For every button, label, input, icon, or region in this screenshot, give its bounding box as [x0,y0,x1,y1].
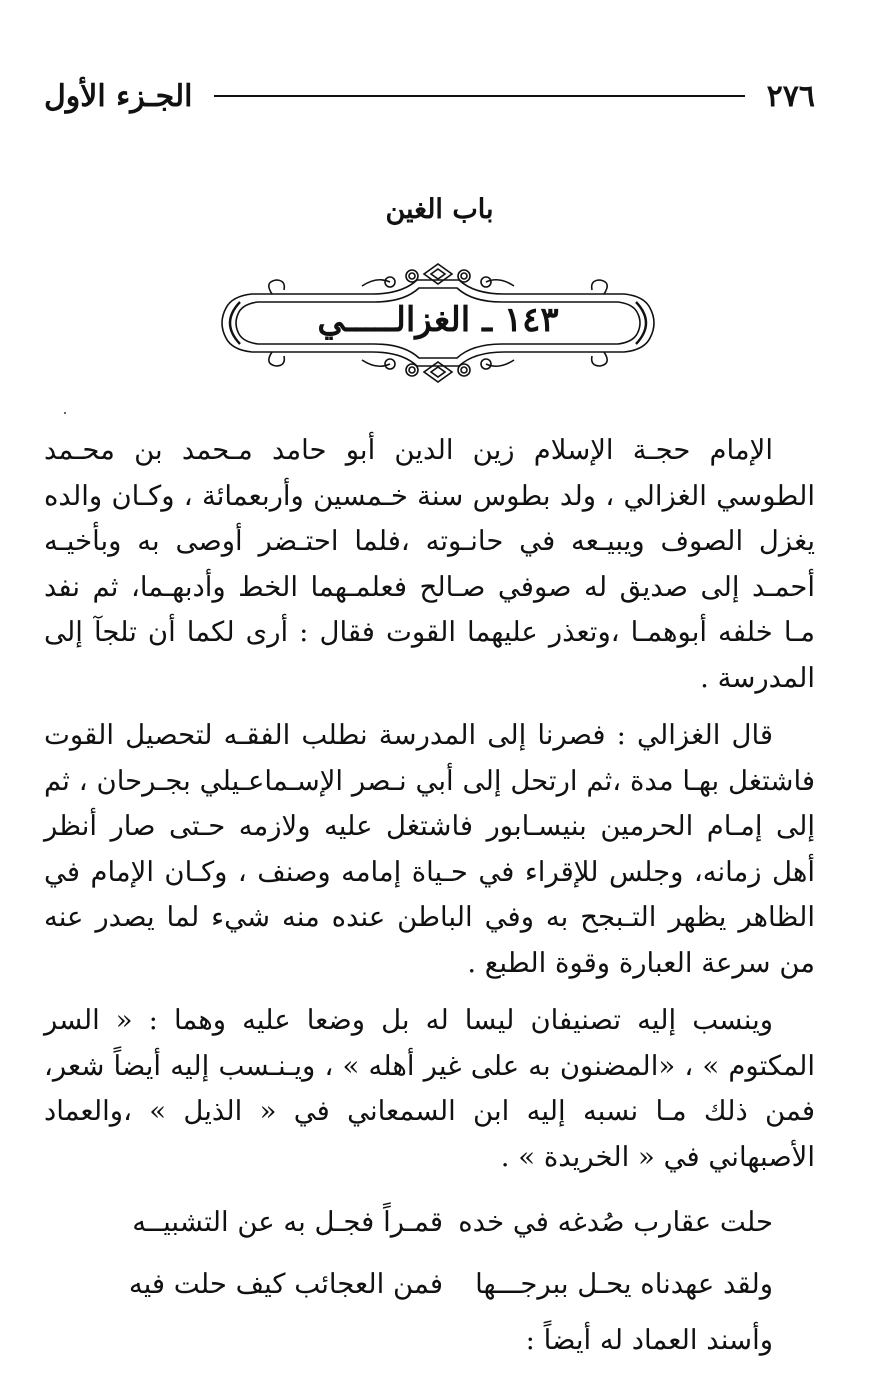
ornamental-title-frame [212,262,664,384]
verse-1-second-hemistich: قمـراً فجـل به عن التشبيــه [132,1206,443,1239]
header-rule [214,95,744,97]
paragraph-3: وينسب إليه تصنيفان ليسا له بل وضعا عليه وهما : « السر المكتوم » ، «المضنون به على غير أهله » ، ويـنـسب إليه أيضاً شعر، فمن ذلك مـا نسبه إليه ابن السمعاني في « الذيل » ،والعماد الأصبهاني في « الخريدة » . [44,1004,815,1173]
verse-2-second-hemistich: فمن العجائب كيف حلت فيه [128,1268,443,1301]
paragraph-1: الإمام حجـة الإسلام زين الدين أبو حامد مـحمد بن محـمد الطوسي الغزالي ، ولد بطوس سنة خـمسين وأربعمائة ، وكـان والده يغزل الصوف ويبيـعه في حانـوته ،فلما احتـضر أوصى به وبأخيـه أحمـد إلى صديق له صوفي صـالح فعلمـهما الخط وأدبهـما، ثم نفد مـا خلفه أبوهمـا ،وتعذر عليهما القوت فقال : أرى لكما أن تلجآ إلى المدرسة . [44,434,815,694]
closing-line: وأسند العماد له أيضاً : [525,1324,773,1356]
verse-1 [44,1192,815,1254]
verse-2-first-hemistich: ولقد عهدناه يحـل ببرجـــها [475,1268,773,1301]
main-text [44,428,815,1364]
page-number: ٢٧٦ [766,78,815,114]
stray-dot [64,412,66,414]
part-title: الجـزء الأول [44,78,193,114]
verse-1-first-hemistich: حلت عقارب صُدغه في خده [458,1206,773,1239]
verse-2 [44,1254,815,1316]
paragraph-2: قال الغزالي : فصرنا إلى المدرسة نطلب الفقـه لتحصيل القوت فاشتغل بهـا مدة ،ثم ارتحل إلى أبي نـصر الإسـماعـيلي بجـرحان ، ثم إلى إمـام الحرمين بنيسـابور فاشتغل عليه ولازمه حـتى صار أنظر أهل زمانه، وجلس للإقراء في حـياة إمامه وصنف ، وكـان الإمام في الظاهر يظهر التـبجح به وفي الباطن عنده منه شيء لما يصدر عنه من سرعة العبارة وقوة الطبع . [44,719,815,979]
entry-title: ١٤٣ ـ الغزالـــــي [317,300,559,340]
running-header [44,76,815,116]
poem [44,1192,815,1316]
section-title: باب الغين [385,194,494,225]
